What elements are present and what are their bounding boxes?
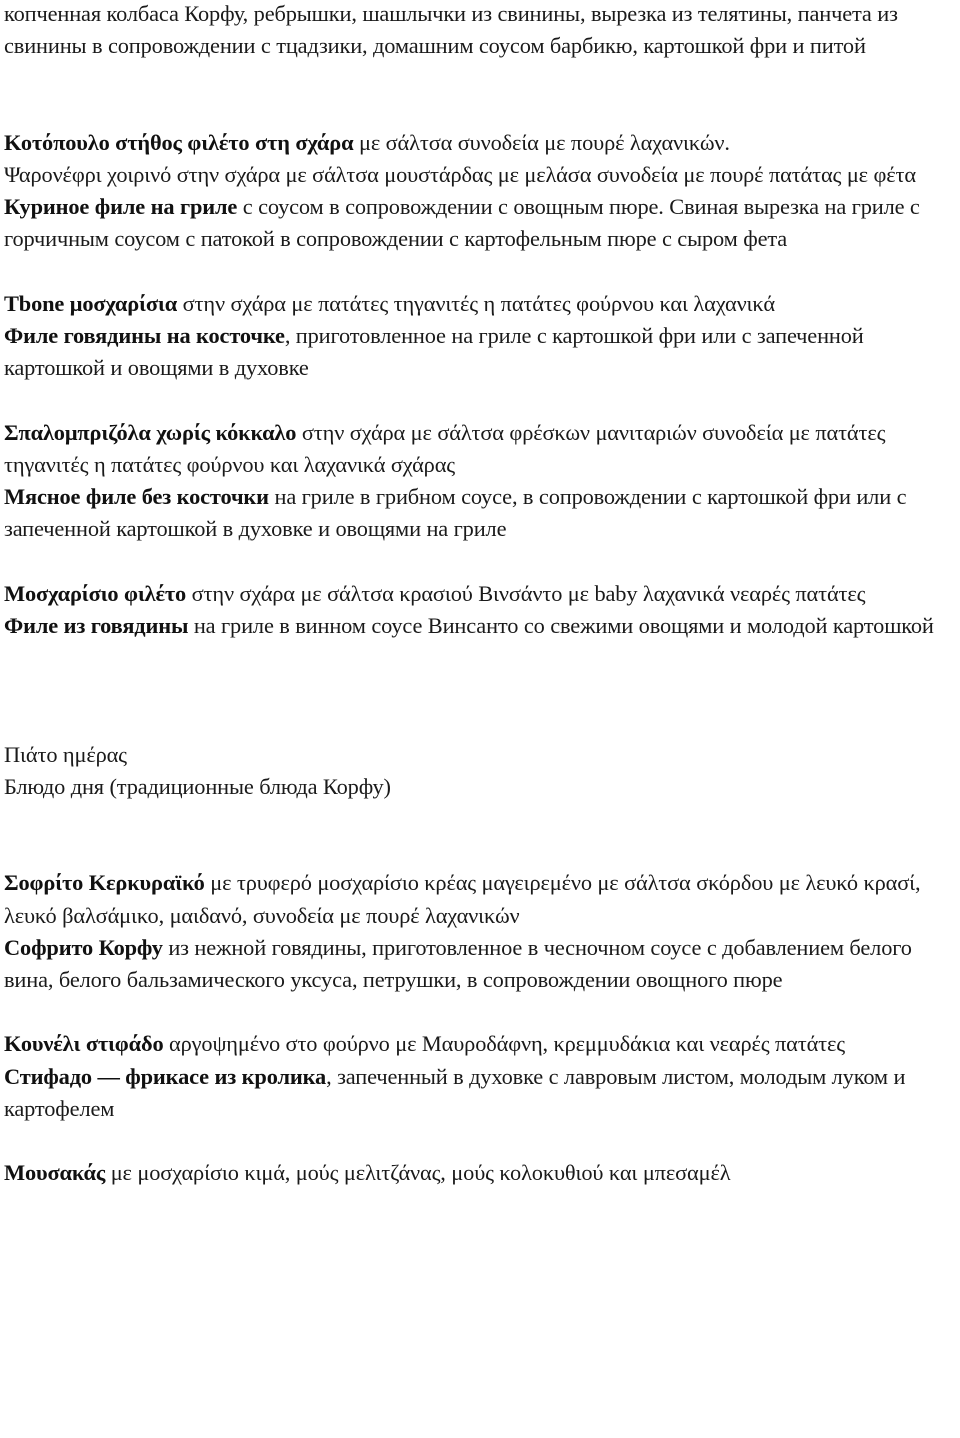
spacer — [4, 256, 960, 288]
tbone-desc-el: στην σχάρα με πατάτες τηγανιτές η πατάτες φούρνου και λαχανικά — [177, 290, 775, 316]
spacer — [4, 803, 960, 867]
spacer — [4, 545, 960, 577]
mixed-grill-description-ru — [4, 0, 960, 62]
chicken-item-ru — [4, 191, 960, 255]
pork-desc-el: Ψαρονέφρι χοιρινό στην σχάρα με σάλτσα μουστάρδας με μελάσα συνοδεία με πουρέ πατάτας με φέτα — [4, 162, 916, 187]
sofrito-name-el: Σοφρίτο Κερκυραϊκό — [4, 870, 205, 896]
chicken-desc-el: με σάλτσα συνοδεία με πουρέ λαχανικών. — [353, 129, 730, 155]
rabbit-item-el — [4, 1028, 960, 1060]
moussaka-name-el: Μουσακάς — [4, 1160, 106, 1186]
chicken-name-ru: Куриное филе на гриле — [4, 194, 238, 220]
spacer — [4, 384, 960, 416]
dish-of-day-heading-ru — [4, 771, 960, 803]
rabbit-desc-ru: , запеченный в духовке с лавровым листом, молодым луком и картофелем — [4, 1063, 911, 1121]
chicken-name-el: Κοτόπουλο στήθος φιλέτο στη σχάρα — [4, 129, 354, 155]
boneless-item-el — [4, 417, 960, 481]
rabbit-name-ru: Стифадо — фрикасе из кролика — [4, 1063, 327, 1089]
boneless-item-ru — [4, 481, 960, 545]
mixed-grill-ru-text: копченная колбаса Корфу, ребрышки, шашлычки из свинины, вырезка из телятины, панчета из свинины в сопровождении с тцадзики, домашним соусом барбикю, картошкой фри и питой — [4, 1, 904, 59]
boneless-desc-ru: на гриле в грибном соусе, в сопровождении с картошкой фри или с запеченной картошкой в духовке и овощями на гриле — [4, 484, 912, 542]
dish-of-day-heading-el — [4, 739, 960, 771]
spacer — [4, 62, 960, 126]
sofrito-desc-ru: из нежной говядины, приготовленное в чесночном соусе с добавлением белого вина, белого бальзамического уксуса, петрушки, в сопровождении овощного пюре — [4, 934, 918, 992]
chicken-item-el — [4, 127, 960, 159]
pork-item-el — [4, 159, 960, 191]
tbone-item-el — [4, 288, 960, 320]
rabbit-name-el: Κουνέλι στιφάδο — [4, 1031, 164, 1057]
fillet-item-ru — [4, 610, 960, 642]
fillet-item-el — [4, 578, 960, 610]
tbone-desc-ru: , приготовленное на гриле с картошкой фри или с запеченной картошкой и овощями в духовке — [4, 323, 870, 381]
rabbit-desc-el: αργοψημένο στο φούρνο με Μαυροδάφνη, κρεμμυδάκια και νεαρές πατάτες — [163, 1031, 845, 1057]
boneless-desc-el: στην σχάρα με σάλτσα φρέσκων μανιταριών συνοδεία με πατάτες τηγανιτές η πατάτες φούρνου και λαχανικά σχάρας — [4, 419, 891, 477]
tbone-name-ru: Филе говядины на косточке — [4, 323, 285, 348]
sofrito-desc-el: με τρυφερό μοσχαρίσιο κρέας μαγειρεμένο με σάλτσα σκόρδου με λευκό κρασί, λευκό βαλσάμικο, μαιδανό, συνοδεία με πουρέ λαχανικών — [4, 870, 927, 928]
sofrito-name-ru: Софрито Корфу — [4, 934, 163, 960]
sofrito-item-el — [4, 867, 960, 931]
fillet-desc-ru: на гриле в винном соусе Винсанто со свежими овощями и молодой картошкой — [188, 612, 934, 638]
sofrito-item-ru — [4, 932, 960, 996]
dish-of-day-el: Πιάτο ημέρας — [4, 741, 127, 767]
boneless-name-el: Σπαλομπριζόλα χωρίς κόκκαλο — [4, 419, 297, 445]
dish-of-day-ru: Блюдо дня (традиционные блюда Корфу) — [4, 773, 391, 799]
tbone-item-ru — [4, 320, 960, 384]
rabbit-item-ru — [4, 1061, 960, 1125]
fillet-name-el: Μοσχαρίσιο φιλέτο — [4, 580, 187, 606]
moussaka-item-el — [4, 1157, 960, 1189]
fillet-desc-el: στην σχάρα με σάλτσα κρασιού Βινσάντο με baby λαχανικά νεαρές πατάτες — [186, 580, 866, 606]
spacer — [4, 642, 960, 739]
moussaka-desc-el: με μοσχαρίσιο κιμά, μούς μελιτζάνας, μούς κολοκυθιού και μπεσαμέλ — [105, 1160, 731, 1186]
tbone-name-el: Tbone μοσχαρίσια — [4, 290, 178, 316]
boneless-name-ru: Мясное филе без косточки — [4, 484, 269, 509]
fillet-name-ru: Филе из говядины — [4, 612, 189, 638]
spacer — [4, 996, 960, 1028]
spacer — [4, 1125, 960, 1157]
menu-document — [4, 0, 960, 1189]
chicken-desc-ru: с соусом в сопровождении с овощным пюре. Свиная вырезка на гриле с горчичным соусом с патокой в сопровождении с картофельным пюре с сыром фета — [4, 194, 926, 252]
